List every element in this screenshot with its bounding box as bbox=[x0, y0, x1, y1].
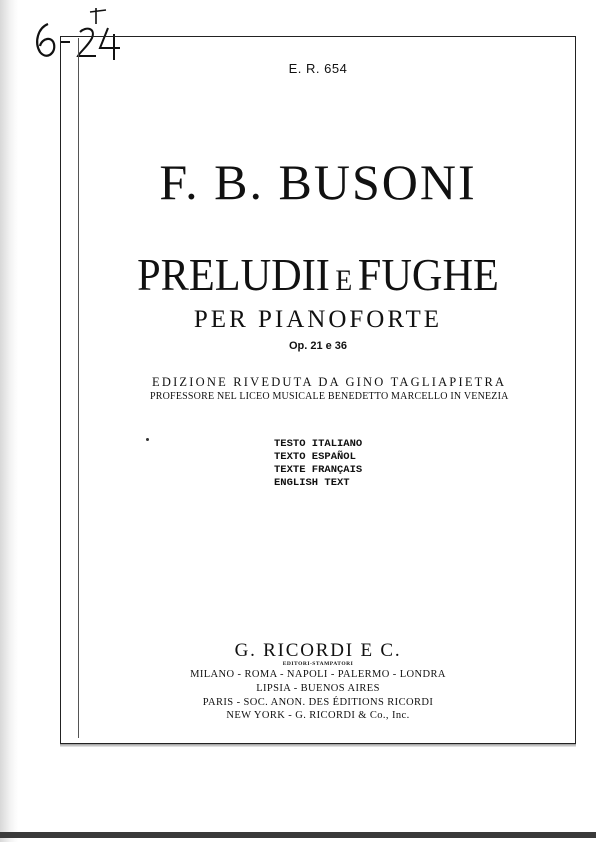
page-border-inner bbox=[78, 38, 79, 738]
publisher-tagline: EDITORI-STAMPATORI bbox=[282, 661, 354, 667]
title-second: FUGHE bbox=[357, 249, 499, 300]
edition-editor: EDIZIONE RIVEDUTA DA GINO TAGLIAPIETRA bbox=[152, 375, 507, 389]
border-shadow bbox=[60, 744, 576, 747]
edition-editor-title: PROFESSORE NEL LICEO MUSICALE BENEDETTO MARCELLO IN VENEZIA bbox=[150, 391, 509, 402]
title-main: PRELUDII bbox=[137, 249, 330, 300]
publisher-cities: MILANO - ROMA - NAPOLI - PALERMO - LONDRA bbox=[190, 669, 446, 680]
language-item: TEXTE FRANÇAIS bbox=[274, 464, 363, 476]
publisher-cities: PARIS - SOC. ANON. DES ÉDITIONS RICORDI bbox=[202, 697, 434, 708]
publisher-cities: LIPSIA - BUENOS AIRES bbox=[256, 683, 380, 694]
instrument-subtitle: PER PIANOFORTE bbox=[193, 306, 443, 333]
publisher-name: G. RICORDI E C. bbox=[234, 640, 402, 661]
speck bbox=[146, 438, 149, 441]
language-item: TEXTO ESPAÑOL bbox=[274, 451, 356, 463]
language-item: TESTO ITALIANO bbox=[274, 438, 363, 450]
composer-name: F. B. BUSONI bbox=[159, 154, 477, 210]
publisher-cities: NEW YORK - G. RICORDI & Co., Inc. bbox=[226, 710, 410, 721]
scan-edge bbox=[0, 0, 18, 842]
language-item: ENGLISH TEXT bbox=[274, 477, 350, 489]
title-joiner: E bbox=[335, 264, 353, 297]
language-list bbox=[274, 438, 362, 490]
catalog-code: E. R. 654 bbox=[288, 61, 348, 76]
opus-number: Op. 21 e 36 bbox=[288, 340, 348, 352]
page-border bbox=[60, 36, 576, 744]
work-title bbox=[81, 248, 556, 301]
scan-bottom-edge bbox=[0, 832, 596, 838]
